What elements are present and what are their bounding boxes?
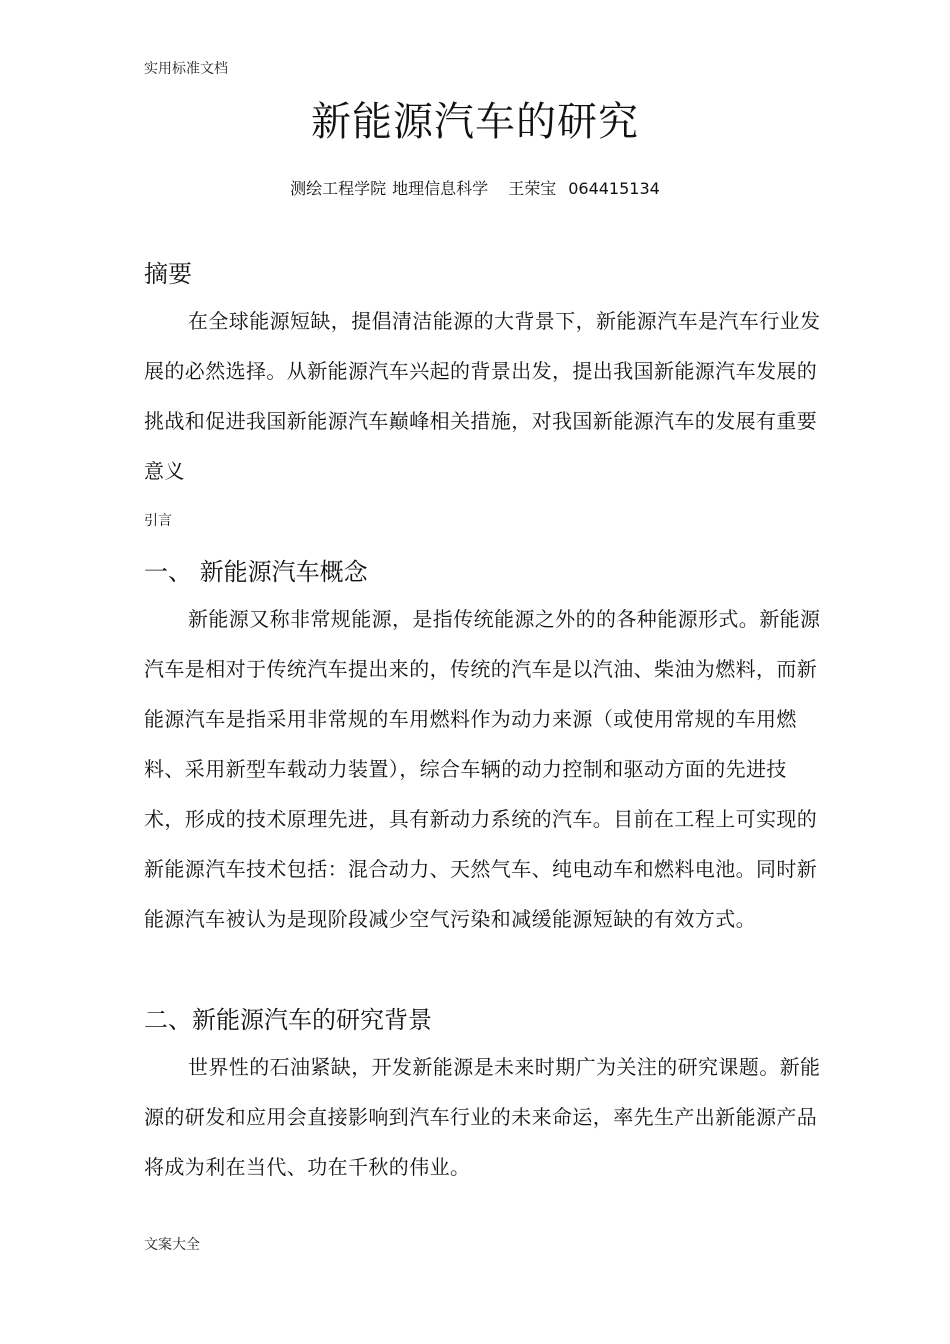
abstract-paragraph: 在全球能源短缺，提倡清洁能源的大背景下，新能源汽车是汽车行业发展的必然选择。从新能源汽车兴起的背景出发，提出我国新能源汽车发展的挑战和促进我国新能源汽车巅峰相关措施，对我国新能源汽车的发展有重要意义 [144,309,821,483]
page-title: 新能源汽车的研究 [311,99,639,145]
section1-paragraph: 新能源又称非常规能源，是指传统能源之外的的各种能源形式。新能源汽车是相对于传统汽车提出来的，传统的汽车是以汽油、柴油为燃料，而新能源汽车是指采用非常规的车用燃料作为动力来源（或使用常规的车用燃料、采用新型车载动力装置），综合车辆的动力控制和驱动方面的先进技术，形成的技术原理先进，具有新动力系统的汽车。目前在工程上可实现的新能源汽车技术包括：混合动力、天然气车、纯电动车和燃料电池。同时新能源汽车被认为是现阶段减少空气污染和减缓能源短缺的有效方式。 [144,607,821,931]
author-name: 王荣宝 [508,179,557,198]
author-school: 测绘工程学院 [290,179,387,198]
abstract-heading: 摘要 [144,260,192,288]
footer-note: 文案大全 [144,1237,200,1253]
author-major: 地理信息科学 [392,179,489,198]
header-note: 实用标准文档 [144,61,228,77]
author-id: 064415134 [568,179,660,198]
author-line [0,176,950,199]
section2-heading: 二、新能源汽车的研究背景 [144,1006,432,1034]
section1-heading: 一、 新能源汽车概念 [144,558,368,586]
section2-paragraph: 世界性的石油紧缺，开发新能源是未来时期广为关注的研究课题。新能源的研发和应用会直接影响到汽车行业的未来命运，率先生产出新能源产品将成为利在当代、功在千秋的伟业。 [144,1055,821,1179]
intro-label: 引言 [144,513,172,529]
